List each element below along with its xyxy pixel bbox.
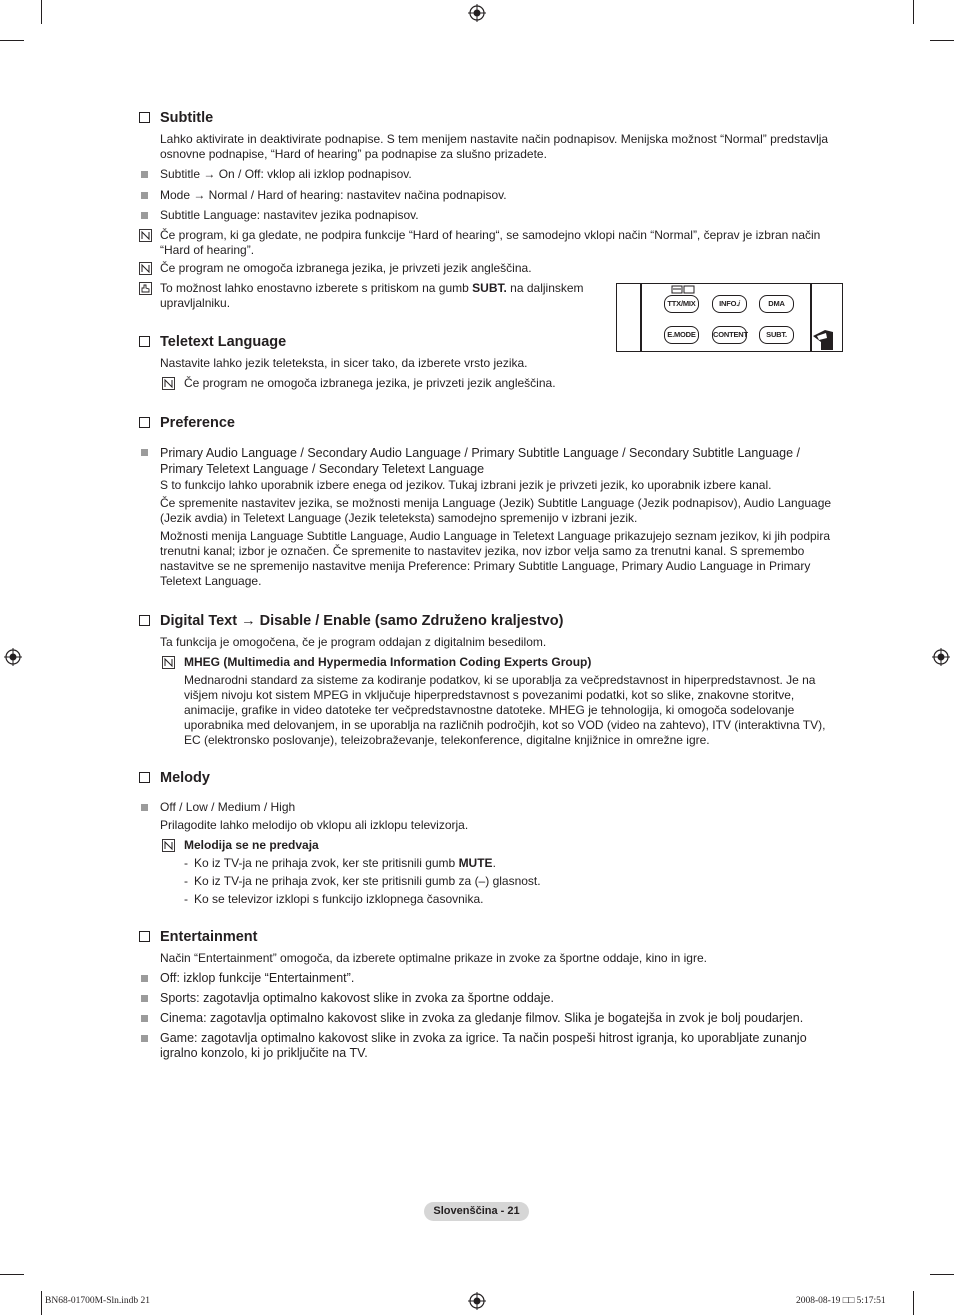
tip-item: To možnost lahko enostavno izberete s pritiskom na gumb SUBT. na daljinskem upravljalniku.	[138, 281, 588, 311]
crop-mark	[41, 0, 42, 24]
bullet-item: Subtitle → On / Off: vklop ali izklop podnapisov.	[138, 167, 844, 182]
note-item: Če program ne omogoča izbranega jezika, je privzeti jezik angleščina.	[138, 376, 844, 391]
remote-button-content: CONTENT	[712, 326, 747, 344]
checkbox-icon	[139, 772, 150, 783]
bullet-item: Sports: zagotavlja optimalno kakovost slike in zvoka za športne oddaje.	[138, 991, 844, 1006]
bullet-square-icon	[141, 1015, 148, 1022]
bullet-item: Mode → Normal / Hard of hearing: nastavitev načina podnapisov.	[138, 188, 844, 203]
note-icon	[139, 229, 152, 242]
paragraph: Mednarodni standard za sisteme za kodiranje podatkov, ki se uporablja za večpredstavnost in hiperpredstavnost. Je na višjem nivoju kot sistem MPEG in vključuje hiperpredstavnost s povezanimi podatki, kot so slike, znakovne storitve, animacije, grafike in video datoteke ter večpredstavnostne datoteke. MHEG je tehnologija, ki omogoča sodelovanje uporabnika med delovanjem, in se uporablja na različnih področjih, kot so VOD (video na zahtevo), ITV (interaktivna TV), EC (elektronsko poslovanje), teleizobraževanje, telekonference, digitalne knjižnice in omrežne igre.	[184, 673, 826, 747]
dash-item: - Ko iz TV-ja ne prihaja zvok, ker ste pritisnili gumb MUTE.	[184, 856, 496, 870]
section-heading-digital-text: Digital Text → Disable / Enable (samo Združeno kraljestvo)	[138, 611, 844, 631]
remote-button-info: INFO.𝑖	[712, 295, 747, 313]
remote-button-ttx-mix: TTX/MIX	[664, 295, 699, 313]
tip-hand-icon	[139, 282, 152, 295]
note-item: Če program, ki ga gledate, ne podpira funkcije “Hard of hearing“, se samodejno vklopi način “Normal”, čeprav je izbran način “Hard of hearing”.	[138, 228, 844, 258]
bullet-square-icon	[141, 1035, 148, 1042]
checkbox-icon	[139, 931, 150, 942]
paragraph: Lahko aktivirate in deaktivirate podnapise. S tem menijem nastavite način podnapisov. Menijska možnost “Normal” predstavlja osnovne podnapise, “Hard of hearing” pa podnapise za slušno prizadete.	[160, 132, 829, 161]
note-icon	[139, 262, 152, 275]
note-item: Melodija se ne predvaja	[138, 838, 844, 853]
crop-mark	[0, 40, 24, 41]
bullet-square-icon	[141, 804, 148, 811]
note-icon	[162, 839, 175, 852]
bullet-item: Cinema: zagotavlja optimalno kakovost slike in zvoka za gledanje filmov. Slika je bogatejša in zvok je bolj poudarjen.	[138, 1011, 844, 1026]
crop-mark	[930, 40, 954, 41]
crop-mark	[41, 1291, 42, 1315]
crop-mark	[0, 1274, 24, 1275]
bullet-item: Off / Low / Medium / High	[138, 800, 844, 815]
paragraph: Prilagodite lahko melodijo ob vklopu ali izklopu televizorja.	[160, 818, 469, 832]
paragraph: Nastavite lahko jezik teleteksta, in sicer tako, da izberete vrsto jezika.	[160, 356, 528, 370]
section-heading-teletext-language: Teletext Language	[138, 332, 844, 352]
paragraph: S to funkcijo lahko uporabnik izbere enega od jezikov. Tukaj izbrani jezik je privzeti jezik, ko uporabnik izbere kanal.	[160, 478, 772, 492]
paragraph: Ta funkcija je omogočena, če je program oddajan z digitalnim besedilom.	[160, 635, 547, 649]
note-item: MHEG (Multimedia and Hypermedia Information Coding Experts Group)	[138, 655, 844, 670]
paragraph: Če spremenite nastavitev jezika, se možnosti menija Language (Jezik) Subtitle Language (Jezik podnapisov), Audio Language (Jezik avdia) in Teletext Language (Jezik teleteksta) samodejno spremenijo v izbrani jezik.	[160, 496, 832, 525]
file-slug: BN68-01700M-Sln.indb 21	[45, 1296, 151, 1306]
bullet-item: Subtitle Language: nastavitev jezika podnapisov.	[138, 208, 844, 223]
page-number-badge: Slovenščina - 21	[424, 1202, 529, 1221]
crop-mark	[913, 0, 914, 24]
date-slug: 2008-08-19 □□ 5:17:51	[796, 1296, 886, 1306]
bullet-item: Game: zagotavlja optimalno kakovost slike in zvoka za igrice. Ta način pospeši hitrost igranja, ko uporabljate zunanjo igralno konzolo, ki jo priključite na TV.	[138, 1031, 844, 1061]
crop-mark	[913, 1291, 914, 1315]
section-heading-preference: Preference	[138, 413, 844, 433]
registration-mark-icon	[468, 1292, 486, 1310]
checkbox-icon	[139, 615, 150, 626]
note-icon	[162, 377, 175, 390]
registration-mark-icon	[468, 4, 486, 22]
page-content	[138, 108, 844, 1061]
crop-mark	[930, 1274, 954, 1275]
section-heading-melody: Melody	[138, 768, 844, 788]
checkbox-icon	[139, 112, 150, 123]
note-item: Če program ne omogoča izbranega jezika, je privzeti jezik angleščina.	[138, 261, 844, 276]
remote-button-e-mode: E.MODE	[664, 326, 699, 344]
registration-mark-icon	[4, 648, 22, 666]
bullet-item: Primary Audio Language / Secondary Audio Language / Primary Subtitle Language / Secondary Subtitle Language / Primary Teletext Language / Secondary Teletext Language	[138, 445, 844, 477]
bullet-square-icon	[141, 449, 148, 456]
dash-item: - Ko iz TV-ja ne prihaja zvok, ker ste pritisnili gumb za (–) glasnost.	[184, 874, 541, 888]
checkbox-icon	[139, 417, 150, 428]
bullet-square-icon	[141, 995, 148, 1002]
bullet-square-icon	[141, 975, 148, 982]
paragraph: Možnosti menija Language Subtitle Language, Audio Language in Teletext Language prikazujejo seznam jezikov, ki jih podpira trenutni kanal; izbor je označen. Če spremenite to nastavitev jezika, nov izbor velja samo za trenutni kanal. S spremembo nastavitve se ne spremenijo nastavitve menija Preference: Primary Subtitle Language, Primary Audio Language in Primary Teletext Language.	[160, 529, 831, 588]
checkbox-icon	[139, 336, 150, 347]
registration-mark-icon	[932, 648, 950, 666]
paragraph: Način “Entertainment” omogoča, da izberete optimalne prikaze in zvoke za športne oddaje, kino in igre.	[160, 951, 707, 965]
bullet-item: Off: izklop funkcije “Entertainment”.	[138, 971, 844, 986]
section-heading-subtitle: Subtitle	[138, 108, 844, 128]
dash-item: - Ko se televizor izklopi s funkcijo izklopnega časovnika.	[184, 892, 484, 906]
remote-button-subt: SUBT.	[759, 326, 794, 344]
bullet-square-icon	[141, 192, 148, 199]
bullet-square-icon	[141, 171, 148, 178]
bullet-square-icon	[141, 212, 148, 219]
remote-button-dma: DMA	[759, 295, 794, 313]
note-icon	[162, 656, 175, 669]
section-heading-entertainment: Entertainment	[138, 927, 844, 947]
